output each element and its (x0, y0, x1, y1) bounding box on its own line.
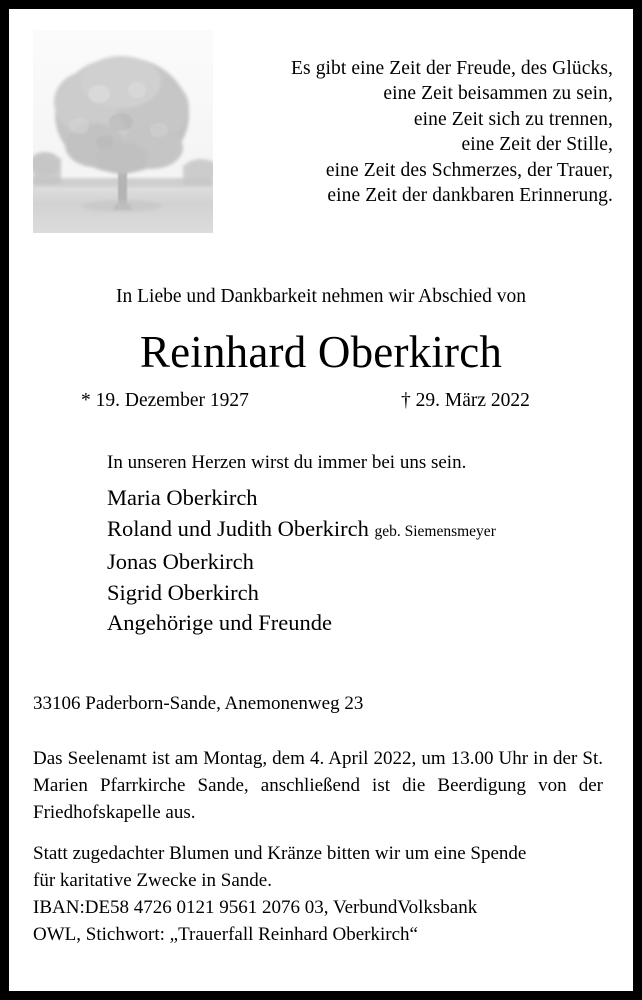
obituary-card (9, 9, 633, 991)
mourner-name: Sigrid Oberkirch (107, 579, 259, 605)
poem-line: eine Zeit sich zu trennen, (413, 108, 613, 130)
header-area (9, 9, 633, 245)
donation-iban: IBAN:DE58 4726 0121 9561 2076 03, VerbundVolksbank (33, 897, 478, 918)
donation-note-line: für karitative Zwecke in Sande. (33, 870, 272, 891)
poem-line: eine Zeit der Stille, (461, 134, 613, 156)
service-note: Das Seelenamt ist am Montag, dem 4. April 2022, um 13.00 Uhr in der St. Marien Pfarrkirche Sande, anschließend ist die Beerdigung von der Friedhofskapelle aus. (33, 748, 603, 823)
memorial-tree-photo (33, 30, 213, 233)
death-date (401, 388, 530, 414)
poem-line: eine Zeit beisammen zu sein, (383, 83, 613, 105)
notes-block (33, 745, 603, 948)
donation-note (33, 840, 603, 948)
list-item (107, 483, 617, 514)
poem-line: Es gibt eine Zeit der Freude, des Glücks, (291, 58, 613, 79)
farewell-line: In Liebe und Dankbarkeit nehmen wir Abschied von (116, 286, 526, 307)
donation-note-line: Statt zugedachter Blumen und Kränze bitten wir um eine Spende (33, 843, 527, 864)
birth-date-text: 19. Dezember 1927 (95, 390, 249, 411)
cross-icon: † (401, 390, 411, 411)
mourner-name: Angehörige und Freunde (107, 610, 332, 635)
poem-line: eine Zeit des Schmerzes, der Trauer, (325, 159, 613, 181)
list-item (107, 547, 617, 578)
list-item (107, 578, 617, 609)
family-address: 33106 Paderborn-Sande, Anemonenweg 23 (33, 693, 364, 714)
poem-line: eine Zeit der dankbaren Erinnerung. (327, 185, 613, 207)
mourner-name: Jonas Oberkirch (107, 549, 254, 574)
mourners-block (107, 450, 617, 639)
list-item (107, 514, 617, 548)
life-dates (9, 388, 633, 414)
memorial-poem (223, 56, 613, 208)
mourner-name: Roland und Judith Oberkirch (107, 515, 369, 541)
tree-photo-graphic (33, 30, 213, 233)
deceased-name: Reinhard Oberkirch (139, 327, 503, 377)
mourner-maiden-name: geb. Siemensmeyer (374, 522, 496, 540)
birth-date (81, 388, 249, 414)
list-item (107, 608, 617, 639)
donation-reference: OWL, Stichwort: „Trauerfall Reinhard Oberkirch“ (33, 924, 418, 945)
mourners-intro: In unseren Herzen wirst du immer bei uns sein. (107, 452, 467, 473)
birth-star-icon: * (81, 390, 91, 411)
mourner-name: Maria Oberkirch (107, 485, 258, 510)
death-date-text: 29. März 2022 (415, 390, 530, 411)
